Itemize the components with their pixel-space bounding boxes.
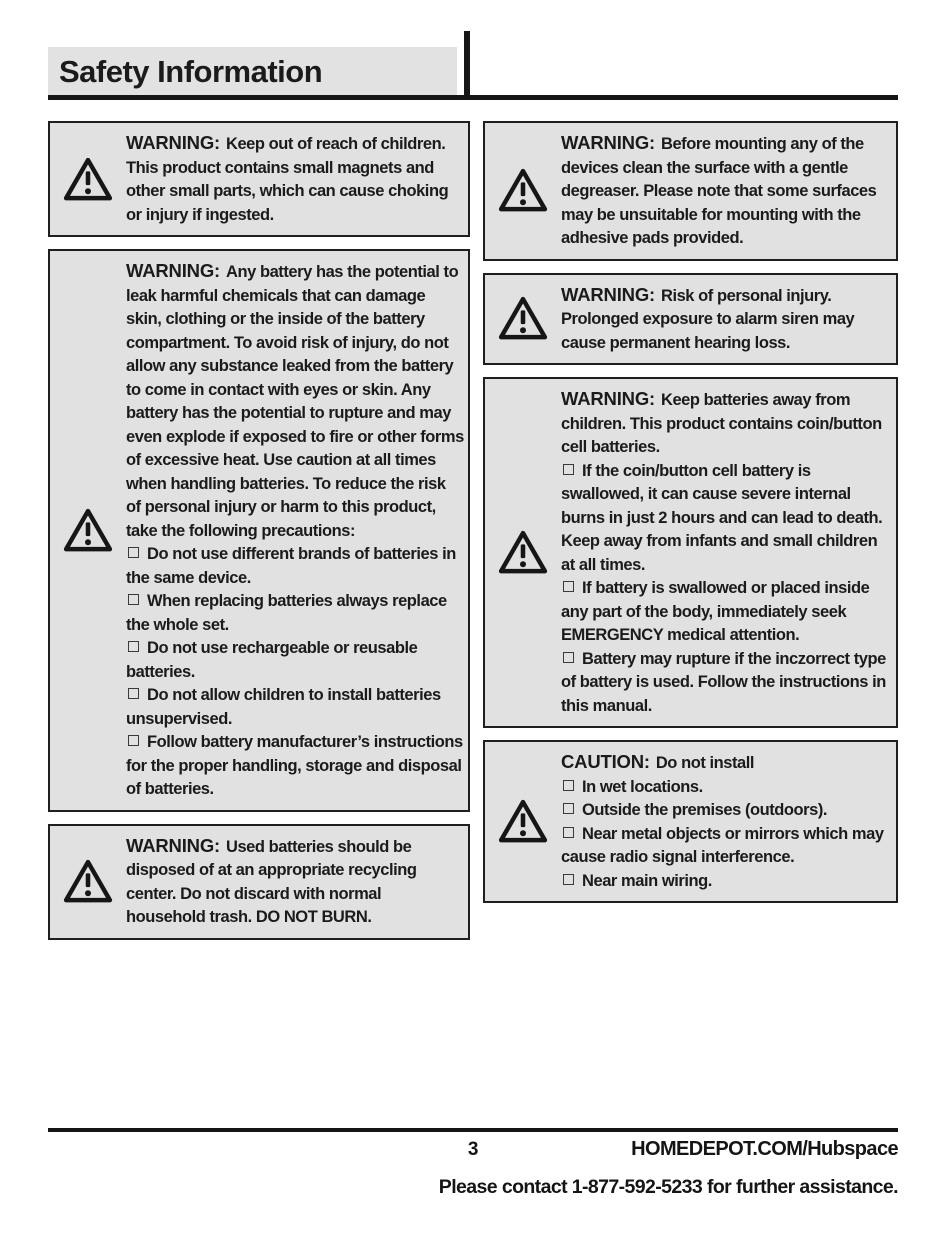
warning-label: WARNING: xyxy=(126,834,220,856)
square-bullet-icon xyxy=(128,641,139,652)
warning-bullet-item xyxy=(561,460,892,578)
page-title-label: Safety Information xyxy=(59,53,323,89)
icon-column xyxy=(50,507,126,554)
warning-box-children-magnets xyxy=(48,121,470,237)
warning-bullet-item xyxy=(126,684,464,731)
page-number: 3 xyxy=(467,1139,479,1160)
safety-boxes-area xyxy=(48,121,898,940)
caution-label: CAUTION: xyxy=(561,751,650,772)
warning-triangle-icon xyxy=(497,295,549,342)
bullet-text: When replacing batteries always replace the whole set. xyxy=(126,592,447,634)
bullet-text: Near main wiring. xyxy=(582,871,712,890)
caution-box-do-not-install xyxy=(483,740,898,903)
warning-bullet-item xyxy=(561,648,892,719)
caution-body-text: Do not install xyxy=(655,754,755,772)
warning-bullet-item xyxy=(126,590,464,637)
icon-column xyxy=(485,295,561,342)
icon-column xyxy=(50,858,126,905)
bullet-text: In wet locations. xyxy=(582,777,703,796)
warning-paragraph xyxy=(561,387,892,460)
right-column xyxy=(483,121,898,940)
square-bullet-icon xyxy=(563,652,574,663)
warning-triangle-icon xyxy=(497,798,549,845)
warning-triangle-icon xyxy=(62,858,114,905)
square-bullet-icon xyxy=(563,874,574,885)
warning-paragraph xyxy=(561,131,892,251)
warning-text-block xyxy=(561,387,893,718)
bullet-text: Battery may rupture if the inczorrect type of battery is used. Follow the instructions in this manual. xyxy=(561,649,886,715)
page-title xyxy=(48,47,457,96)
caution-bullet-item xyxy=(561,799,892,823)
square-bullet-icon xyxy=(128,735,139,746)
warning-text-block xyxy=(126,131,465,227)
warning-body-text: Keep batteries away from children. This product contains coin/button cell batteries. xyxy=(561,391,882,456)
square-bullet-icon xyxy=(128,594,139,605)
icon-column xyxy=(485,798,561,845)
bullet-text: Do not use different brands of batteries in the same device. xyxy=(126,545,456,587)
warning-paragraph xyxy=(126,131,464,227)
warning-label: WARNING: xyxy=(561,388,655,409)
bullet-text: Do not allow children to install batteries unsupervised. xyxy=(126,686,441,728)
warning-label: WARNING: xyxy=(561,132,655,153)
warning-box-battery-chemicals xyxy=(48,249,470,812)
warning-box-coin-cell-batteries xyxy=(483,377,898,728)
bullet-text: Follow battery manufacturer’s instructions for the proper handling, storage and disposal of batteries. xyxy=(126,733,463,798)
left-column xyxy=(48,121,470,940)
warning-box-hearing-loss xyxy=(483,273,898,366)
bullet-text: If the coin/button cell battery is swallowed, it can cause severe internal burns in just 2 hours and can lead to death. Keep away from infants and small children at all times. xyxy=(561,461,883,574)
caution-paragraph xyxy=(561,750,892,776)
bullet-text: Do not use rechargeable or reusable batteries. xyxy=(126,639,418,681)
warning-label: WARNING: xyxy=(126,132,220,153)
warning-triangle-icon xyxy=(62,156,114,203)
warning-text-block xyxy=(126,834,465,930)
warning-text-block xyxy=(126,259,465,802)
square-bullet-icon xyxy=(563,581,574,592)
footer-website: HOMEDEPOT.COM/Hubspace xyxy=(631,1138,898,1160)
bullet-text: Outside the premises (outdoors). xyxy=(582,801,828,819)
warning-bullet-item xyxy=(126,731,464,802)
caution-bullet-item xyxy=(561,776,892,800)
square-bullet-icon xyxy=(563,827,574,838)
warning-triangle-icon xyxy=(497,529,549,576)
warning-paragraph xyxy=(126,259,464,543)
title-vertical-divider xyxy=(464,31,470,96)
icon-column xyxy=(50,156,126,203)
warning-label: WARNING: xyxy=(126,260,220,281)
warning-body-text: Risk of personal injury. Prolonged exposure to alarm siren may cause permanent hearing loss. xyxy=(561,286,855,352)
bullet-text: If battery is swallowed or placed inside any part of the body, immediately seek EMERGENCY medical attention. xyxy=(561,579,870,644)
warning-label: WARNING: xyxy=(561,283,655,305)
warning-text-block xyxy=(561,283,893,356)
caution-bullet-item xyxy=(561,823,892,870)
title-underline-divider xyxy=(48,95,898,100)
footer-contact-line: Please contact 1-877-592-5233 for further assistance. xyxy=(438,1176,898,1198)
warning-paragraph xyxy=(561,283,892,356)
square-bullet-icon xyxy=(563,803,574,814)
warning-box-used-batteries xyxy=(48,824,470,940)
warning-body-text: Before mounting any of the devices clean the surface with a gentle degreaser. Please note that some surfaces may be unsuitable for mounting with the adhesive pads provided. xyxy=(561,135,877,247)
warning-body-text: Any battery has the potential to leak harmful chemicals that can damage skin, clothing or the inside of the battery compartment. To avoid risk of injury, do not allow any substance leaked from the battery to come in contact with eyes or skin. Any battery has the potential to rupture and may even explode if exposed to fire or other forms of excessive heat. Use caution at all times when handling batteries. To reduce the risk of personal injury or harm to this product, take the following precautions: xyxy=(126,263,464,540)
caution-bullet-item xyxy=(561,870,892,894)
square-bullet-icon xyxy=(128,688,139,699)
warning-text-block xyxy=(561,131,893,251)
square-bullet-icon xyxy=(563,780,574,791)
bullet-text: Near metal objects or mirrors which may cause radio signal interference. xyxy=(561,824,884,866)
warning-bullet-item xyxy=(561,577,892,648)
footer-divider xyxy=(48,1128,898,1132)
square-bullet-icon xyxy=(563,464,574,475)
square-bullet-icon xyxy=(128,547,139,558)
warning-body-text: Used batteries should be disposed of at an appropriate recycling center. Do not discard with normal household trash. DO NOT BURN. xyxy=(126,837,417,926)
icon-column xyxy=(485,529,561,576)
warning-box-mounting-surface xyxy=(483,121,898,261)
warning-triangle-icon xyxy=(497,167,549,214)
warning-triangle-icon xyxy=(62,507,114,554)
warning-bullet-item xyxy=(126,637,464,684)
warning-paragraph xyxy=(126,834,464,930)
warning-body-text: Keep out of reach of children. This product contains small magnets and other small parts, which can cause choking or injury if ingested. xyxy=(126,135,449,224)
warning-bullet-item xyxy=(126,543,464,590)
caution-text-block xyxy=(561,750,893,893)
icon-column xyxy=(485,167,561,214)
